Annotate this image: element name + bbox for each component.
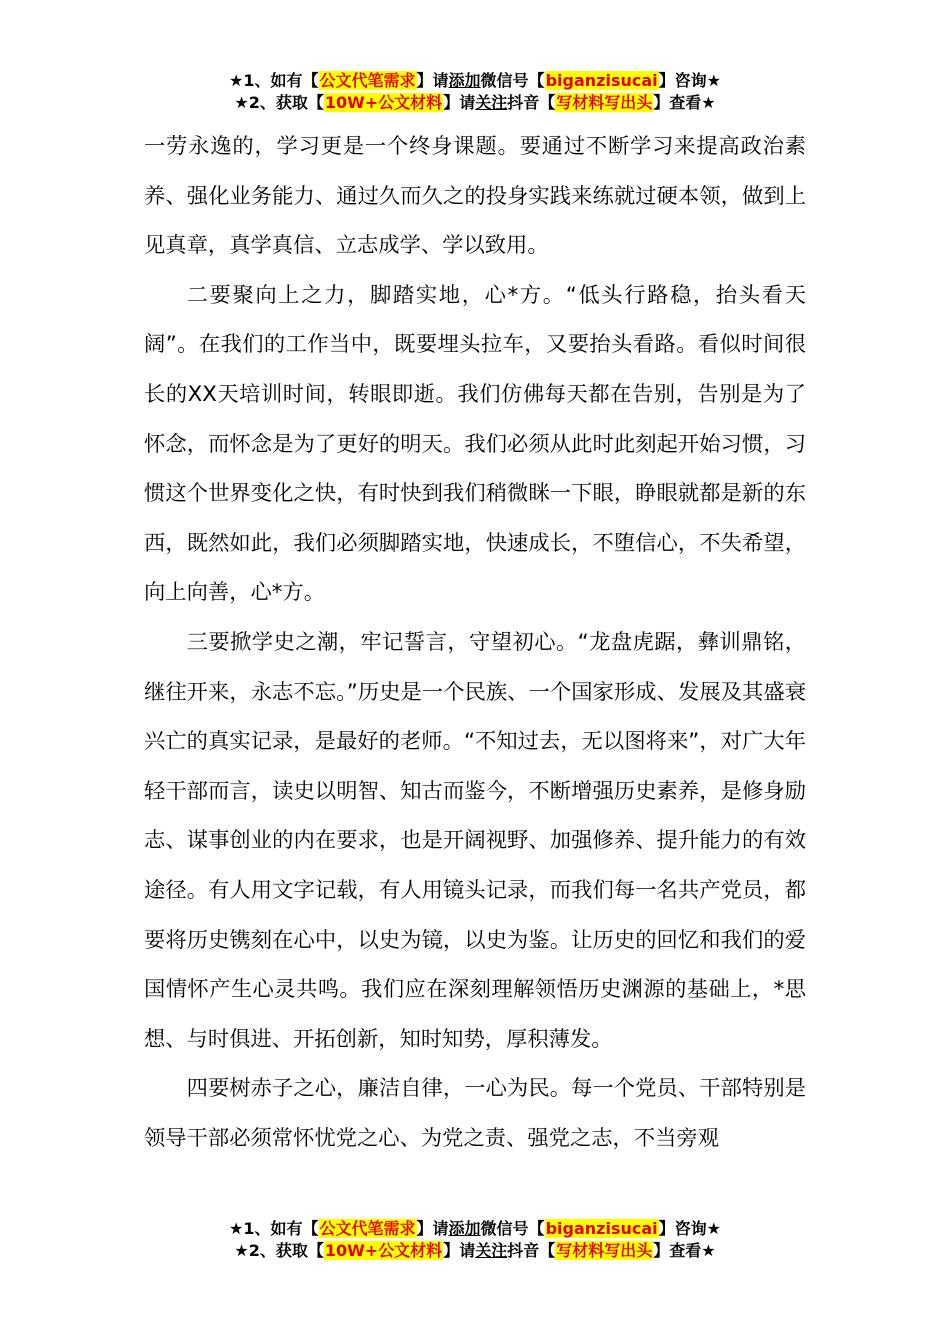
banner-line-2: [0, 92, 950, 114]
document-body: [144, 122, 806, 1163]
banner-text: ★1、如有【: [229, 71, 319, 90]
banner-text: 】请: [416, 1219, 449, 1238]
banner-text: 】查看★: [653, 1241, 716, 1260]
highlight-wechat-id: biganzisucai: [545, 1219, 658, 1238]
underline-text: 关注: [475, 93, 508, 112]
footer-banner: [0, 1218, 950, 1262]
banner-text: 】咨询★: [658, 71, 721, 90]
banner-text: ★2、获取【: [234, 1241, 324, 1260]
paragraph-4: 四要树赤子之心，廉洁自律，一心为民。每一个党员、干部特别是领导干部必须常怀忧党之心、为党之责、强党之志，不当旁观: [144, 1076, 806, 1151]
underline-text: 添加: [448, 71, 481, 90]
banner-text: 】咨询★: [658, 1219, 721, 1238]
highlight-service: 公文代笔需求: [319, 1219, 416, 1238]
banner-text: 】请: [443, 1241, 476, 1260]
highlight-douyin-id: 写材料写出头: [556, 93, 653, 112]
underline-text: 添加: [448, 1219, 481, 1238]
banner-text: ★1、如有【: [229, 1219, 319, 1238]
paragraph-3: 三要掀学史之潮，牢记誓言，守望初心。“龙盘虎踞，彝训鼎铭，继往开来，永志不忘。”历史是一个民族、一个国家形成、发展及其盛衰兴亡的真实记录，是最好的老师。“不知过去，无以图将来”，对广大年轻干部而言，读史以明智、知古而鉴今，不断增强历史素养，是修身励志、谋事创业的内在要求，也是开阔视野、加强修养、提升能力的有效途径。有人用文字记载，有人用镜头记录，而我们每一名共产党员，都要将历史镌刻在心中，以史为镜，以史为鉴。让历史的回忆和我们的爱国情怀产生心灵共鸣。我们应在深刻理解领悟历史渊源的基础上，*思想、与时俱进、开拓创新，知时知势，厚积薄发。: [144, 629, 806, 1052]
banner-line-2: [0, 1240, 950, 1262]
banner-text: 微信号【: [480, 1219, 545, 1238]
banner-line-1: [0, 70, 950, 92]
highlight-douyin-id: 写材料写出头: [556, 1241, 653, 1260]
banner-text: 】查看★: [653, 93, 716, 112]
underline-text: 关注: [475, 1241, 508, 1260]
highlight-materials: 10W+公文材料: [324, 1241, 443, 1260]
banner-line-1: [0, 1218, 950, 1240]
highlight-service: 公文代笔需求: [319, 71, 416, 90]
header-banner: [0, 70, 950, 114]
paragraph-2: 二要聚向上之力，脚踏实地，心*方。“低头行路稳，抬头看天阔”。在我们的工作当中，既要埋头拉车，又要抬头看路。看似时间很长的XX天培训时间，转眼即逝。我们仿佛每天都在告别，告别是为了怀念，而怀念是为了更好的明天。我们必须从此时此刻起开始习惯，习惯这个世界变化之快，有时快到我们稍微眯一下眼，睁眼就都是新的东西，既然如此，我们必须脚踏实地，快速成长，不堕信心，不失希望，向上向善，心*方。: [144, 282, 806, 606]
banner-text: 抖音【: [507, 93, 556, 112]
paragraph-continued: 一劳永逸的，学习更是一个终身课题。要通过不断学习来提高政治素养、强化业务能力、通过久而久之的投身实践来练就过硬本领，做到上见真章，真学真信、立志成学、学以致用。: [144, 134, 806, 259]
banner-text: 抖音【: [507, 1241, 556, 1260]
banner-text: 】请: [416, 71, 449, 90]
banner-text: 】请: [443, 93, 476, 112]
highlight-materials: 10W+公文材料: [324, 93, 443, 112]
highlight-wechat-id: biganzisucai: [545, 71, 658, 90]
banner-text: ★2、获取【: [234, 93, 324, 112]
banner-text: 微信号【: [480, 71, 545, 90]
